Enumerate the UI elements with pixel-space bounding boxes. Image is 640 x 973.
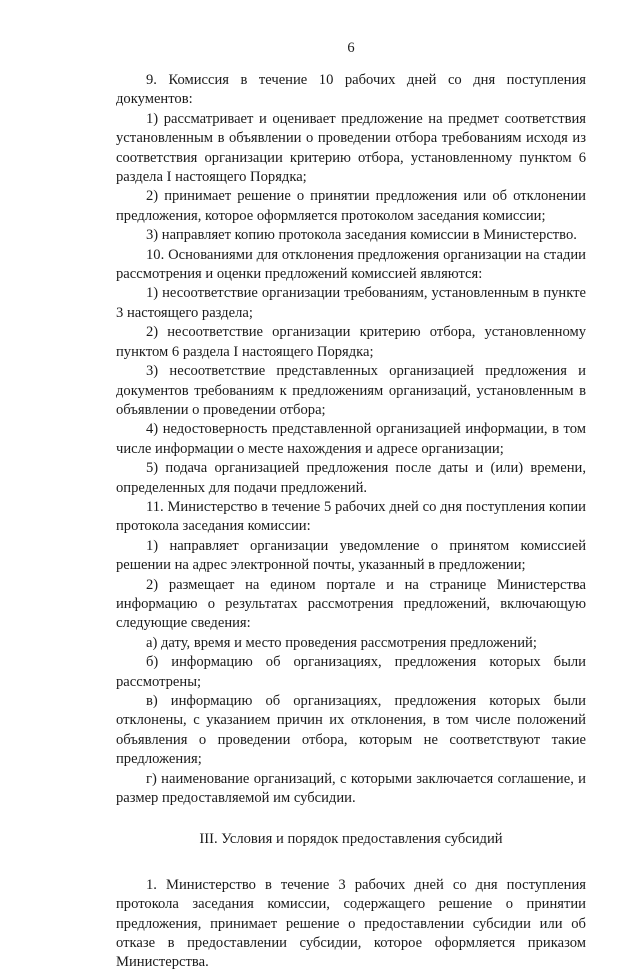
- paragraph: 9. Комиссия в течение 10 рабочих дней со дня поступления документов:: [116, 72, 586, 108]
- paragraph: 1) направляет организации уведомление о принятом комиссией решении на адрес электронной почты, указанный в предложении;: [116, 537, 586, 574]
- paragraph: а) дату, время и место проведения рассмотрения предложений;: [146, 634, 537, 651]
- paragraph: г) наименование организаций, с которыми заключается соглашение, и размер предоставляемой им субсидии.: [116, 770, 586, 807]
- paragraph: 4) недостоверность представленной организацией информации, в том числе информации о месте нахождения и адресе организации;: [116, 421, 586, 457]
- paragraph: 1. Министерство в течение 3 рабочих дней со дня поступления протокола заседания комиссии, содержащего решение о принятии предложения, принимает решение о предоставлении субсидии или об отказе в предоставлении субсидии, которое оформляется приказом Министерства.: [116, 876, 586, 971]
- paragraph: 10. Основаниями для отклонения предложения организации на стадии рассмотрения и оценки предложений комиссией являются:: [116, 246, 586, 283]
- page-number: 6: [347, 40, 355, 56]
- paragraph: б) информацию об организациях, предложения которых были рассмотрены;: [116, 654, 586, 690]
- paragraph: 5) подача организацией предложения после даты и (или) времени, определенных для подачи предложений.: [116, 460, 586, 496]
- paragraph: 2) размещает на едином портале и на странице Министерства информацию о результатах рассмотрения предложений, включающую следующие сведения:: [116, 576, 586, 632]
- paragraph: 2) несоответствие организации критерию отбора, установленному пунктом 6 раздела I настоящего Порядка;: [116, 324, 586, 360]
- body-text-top: [116, 71, 586, 808]
- paragraph: 3) несоответствие представленных организацией предложения и документов требованиям к предложениям организаций, установленным в объявлении о проведении отбора;: [116, 363, 586, 418]
- paragraph: 3) направляет копию протокола заседания комиссии в Министерство.: [146, 227, 577, 244]
- paragraph: в) информацию об организациях, предложения которых были отклонены, с указанием причин их отклонения, в том числе положений объявления о проведении отбора, которым не соответствуют такие предложения;: [116, 693, 586, 768]
- paragraph: 11. Министерство в течение 5 рабочих дней со дня поступления копии протокола заседания комиссии:: [116, 498, 586, 535]
- paragraph: 2) принимает решение о принятии предложения или об отклонении предложения, которое оформляется протоколом заседания комиссии;: [116, 188, 586, 224]
- paragraph: 1) рассматривает и оценивает предложение на предмет соответствия установленным в объявлении о проведении отбора требованиям исходя из соответствия организации критерию отбора, установленному пунктом 6 раздела I настоящего Порядка;: [116, 110, 586, 186]
- section-heading: III. Условия и порядок предоставления субсидий: [199, 831, 503, 848]
- body-text-bottom: [116, 876, 586, 973]
- paragraph: 1) несоответствие организации требованиям, установленным в пункте 3 настоящего раздела;: [116, 285, 586, 321]
